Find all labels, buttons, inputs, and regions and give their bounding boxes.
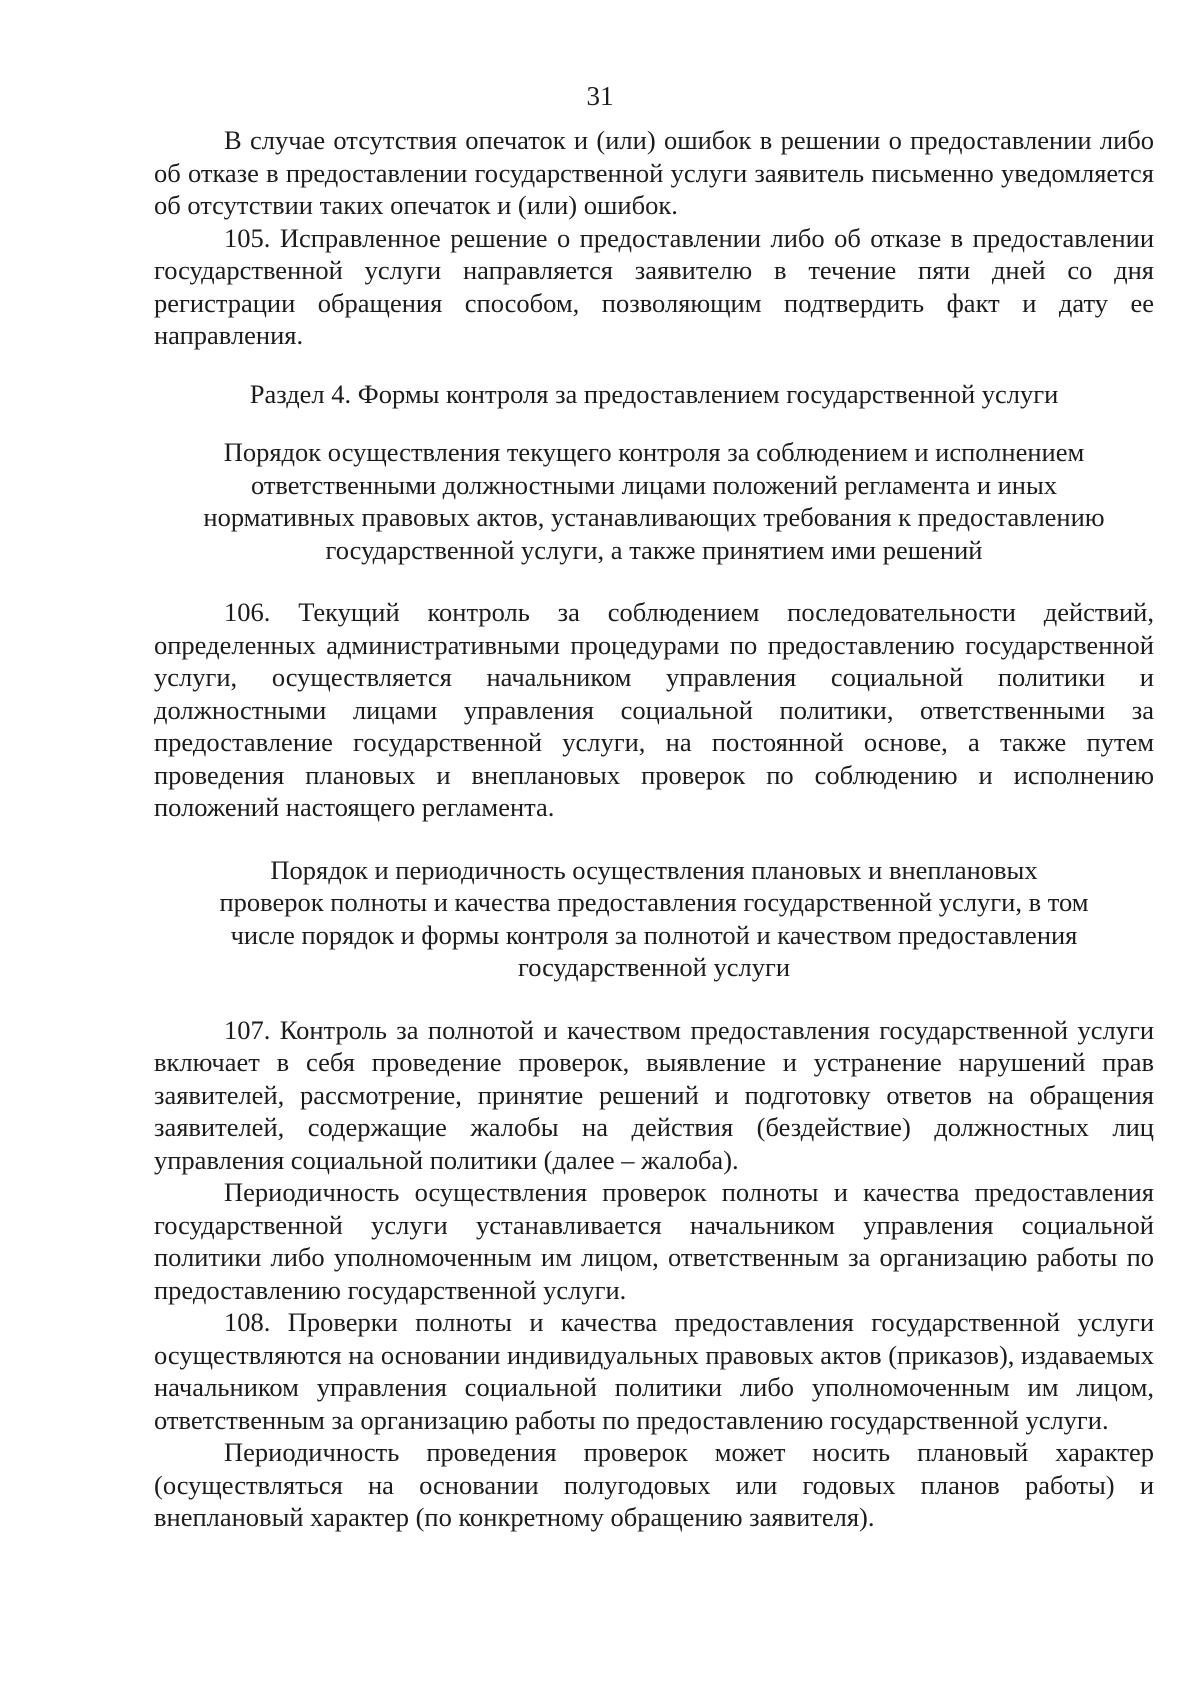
subheading-line: проверок полноты и качества предоставления государственной услуги, в том	[219, 887, 1089, 917]
subheading-line: Порядок осуществления текущего контроля за соблюдением и исполнением	[223, 437, 1085, 467]
page-number: 31	[586, 81, 614, 111]
document-body	[154, 124, 1154, 1534]
subheading-line: государственной услуги, а также принятием ими решений	[325, 534, 983, 565]
subheading-line: государственной услуги	[517, 952, 791, 982]
paragraph-periodicity-of-checks: Периодичность осуществления проверок полноты и качества предоставления государственной услуги устанавливается начальником управления социальной политики либо уполномоченным им лицом, ответственным за организацию работы по предоставлению государственной услуги.	[154, 1177, 1154, 1305]
section-title: Раздел 4. Формы контроля за предоставлением государственной услуги	[249, 378, 1059, 409]
paragraph-105: 105. Исправленное решение о предоставлении либо об отказе в предоставлении государственной услуги направляется заявителю в течение пяти дней со дня регистрации обращения способом, позволяющим подтвердить факт и дату ее направления.	[154, 222, 1154, 350]
paragraph-107: 107. Контроль за полнотой и качеством предоставления государственной услуги включает в себя проведение проверок, выявление и устранение нарушений прав заявителей, рассмотрение, принятие решений и подготовку ответов на обращения заявителей, содержащие жалобы на действия (бездействие) должностных лиц управления социальной политики (далее – жалоба).	[154, 1014, 1154, 1175]
subheading-line: Порядок и периодичность осуществления плановых и внеплановых	[270, 854, 1038, 885]
paragraph-106: 106. Текущий контроль за соблюдением последовательности действий, определенных административными процедурами по предоставлению государственной услуги, осуществляется начальником управления социальной политики и должностными лицами управления социальной политики, ответственными за предоставление государственной услуги, на постоянной основе, а также путем проведения плановых и внеплановых проверок по соблюдению и исполнению положений настоящего регламента.	[154, 597, 1154, 822]
subheading-line: ответственными должностными лицами положений регламента и иных	[250, 469, 1058, 500]
subheading-current-control	[154, 436, 1154, 566]
paragraph-no-errors: В случае отсутствия опечаток и (или) ошибок в решении о предоставлении либо об отказе в предоставлении государственной услуги заявитель письменно уведомляется об отсутствии таких опечаток и (или) ошибок.	[154, 125, 1154, 220]
paragraph-planned-unplanned: Периодичность проведения проверок может носить плановый характер (осуществляться на основании полугодовых или годовых планов работы) и внеплановый характер (по конкретному обращению заявителя).	[154, 1437, 1154, 1532]
subheading-line: нормативных правовых актов, устанавливающих требования к предоставлению	[203, 502, 1105, 532]
subheading-periodicity	[154, 854, 1154, 984]
subheading-line: числе порядок и формы контроля за полнотой и качеством предоставления	[230, 919, 1078, 950]
paragraph-108: 108. Проверки полноты и качества предоставления государственной услуги осуществляются на основании индивидуальных правовых актов (приказов), издаваемых начальником управления социальной политики либо уполномоченным им лицом, ответственным за организацию работы по предоставлению государственной услуги.	[154, 1307, 1154, 1435]
